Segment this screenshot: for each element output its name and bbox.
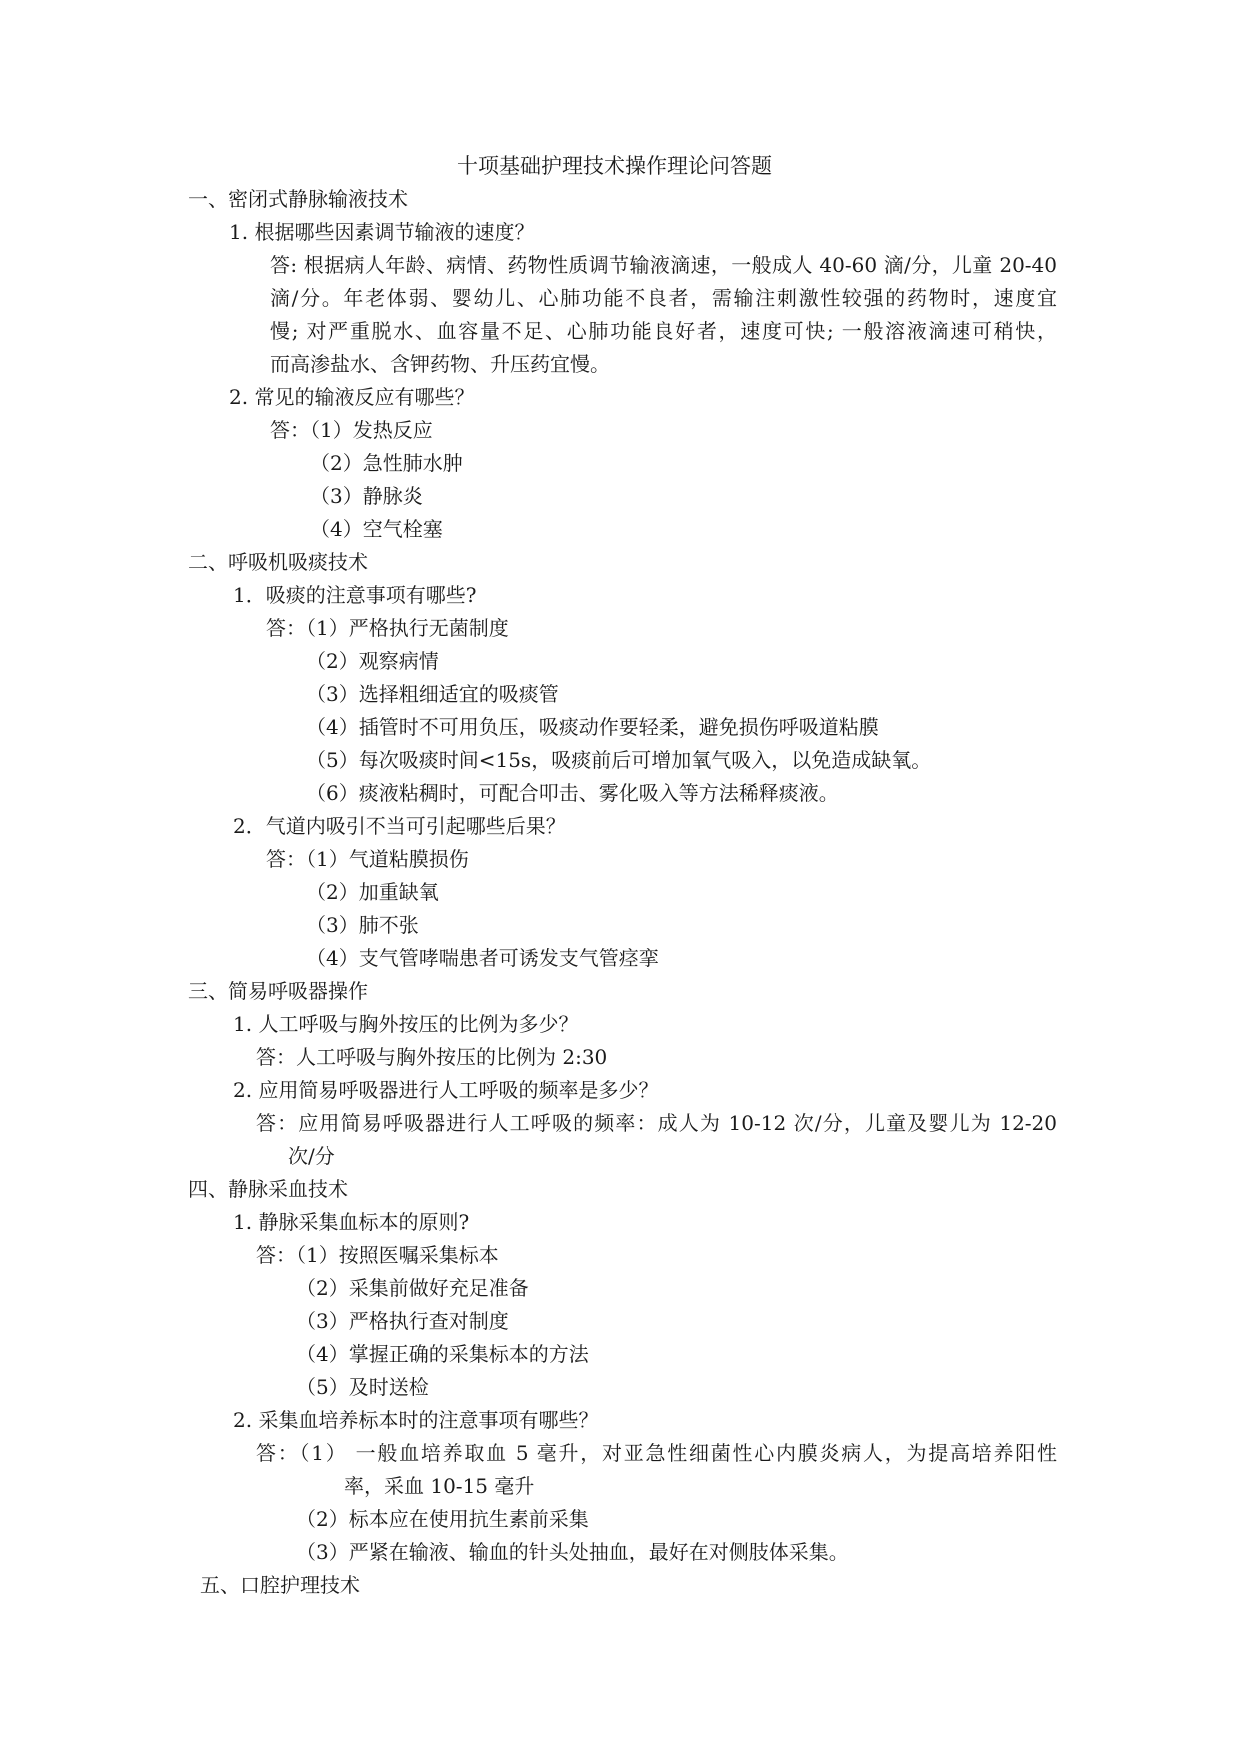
section-heading: 二、呼吸机吸痰技术 xyxy=(188,550,368,574)
answer-line: 答：（1）气道粘膜损伤 xyxy=(266,847,469,871)
answer-line: 答: 根据病人年龄、病情、药物性质调节输液滴速，一般成人 40-60 滴/分，儿童 20-40 xyxy=(270,253,1057,277)
answer-line: （3）选择粗细适宜的吸痰管 xyxy=(306,682,559,706)
answer-line: 答：（1）严格执行无菌制度 xyxy=(266,616,509,640)
answer-line: 答：（1） 一般血培养取血 5 毫升，对亚急性细菌性心内膜炎病人，为提高培养阳性 xyxy=(256,1441,1057,1465)
answer-line: （4）掌握正确的采集标本的方法 xyxy=(296,1342,589,1366)
answer-line: 率，采血 10-15 毫升 xyxy=(344,1474,535,1498)
answer-line: （3）肺不张 xyxy=(306,913,419,937)
question: 1. 静脉采集血标本的原则? xyxy=(233,1210,470,1234)
answer-line: （3）严紧在输液、输血的针头处抽血，最好在对侧肢体采集。 xyxy=(296,1540,849,1564)
answer-line: （5）及时送检 xyxy=(296,1375,429,1399)
question: 2. 采集血培养标本时的注意事项有哪些？ xyxy=(233,1408,599,1432)
section-heading: 三、简易呼吸器操作 xyxy=(188,979,368,1003)
answer-line: 滴/分。年老体弱、婴幼儿、心肺功能不良者，需输注刺激性较强的药物时，速度宜 xyxy=(270,286,1057,310)
answer-line: （2）急性肺水肿 xyxy=(310,451,463,475)
answer-line: （2）采集前做好充足准备 xyxy=(296,1276,529,1300)
answer-line: （3）严格执行查对制度 xyxy=(296,1309,509,1333)
question: 1. 人工呼吸与胸外按压的比例为多少？ xyxy=(233,1012,579,1036)
answer-line: 而高渗盐水、含钾药物、升压药宜慢。 xyxy=(270,352,610,376)
answer-line: 答：（1）发热反应 xyxy=(270,418,433,442)
answer-line: 慢; 对严重脱水、血容量不足、心肺功能良好者，速度可快; 一般溶液滴速可稍快， xyxy=(270,319,1057,343)
answer-line: （2）标本应在使用抗生素前采集 xyxy=(296,1507,589,1531)
question: 1. 根据哪些因素调节输液的速度？ xyxy=(229,220,535,244)
answer-line: （2）加重缺氧 xyxy=(306,880,439,904)
answer-line: 答：（1）按照医嘱采集标本 xyxy=(256,1243,499,1267)
answer-line: （4）空气栓塞 xyxy=(310,517,443,541)
answer-line: 次/分 xyxy=(288,1144,335,1168)
section-heading: 五、口腔护理技术 xyxy=(200,1573,360,1597)
question: 2．气道内吸引不当可引起哪些后果？ xyxy=(233,814,566,838)
answer-line: （2）观察病情 xyxy=(306,649,439,673)
answer-line: 答：人工呼吸与胸外按压的比例为 2:30 xyxy=(256,1045,608,1069)
question: 2. 应用简易呼吸器进行人工呼吸的频率是多少？ xyxy=(233,1078,659,1102)
answer-line: （5）每次吸痰时间<15s，吸痰前后可增加氧气吸入，以免造成缺氧。 xyxy=(306,748,932,772)
answer-line: （4）支气管哮喘患者可诱发支气管痉挛 xyxy=(306,946,659,970)
answer-line: 答：应用简易呼吸器进行人工呼吸的频率：成人为 10-12 次/分，儿童及婴儿为 12-20 xyxy=(256,1111,1057,1135)
section-heading: 一、密闭式静脉输液技术 xyxy=(188,187,408,211)
answer-line: （6）痰液粘稠时，可配合叩击、雾化吸入等方法稀释痰液。 xyxy=(306,781,839,805)
question: 1．吸痰的注意事项有哪些? xyxy=(233,583,477,607)
section-heading: 四、静脉采血技术 xyxy=(188,1177,348,1201)
answer-line: （3）静脉炎 xyxy=(310,484,423,508)
document-title: 十项基础护理技术操作理论问答题 xyxy=(457,154,772,178)
answer-line: （4）插管时不可用负压，吸痰动作要轻柔，避免损伤呼吸道粘膜 xyxy=(306,715,879,739)
question: 2. 常见的输液反应有哪些？ xyxy=(229,385,475,409)
